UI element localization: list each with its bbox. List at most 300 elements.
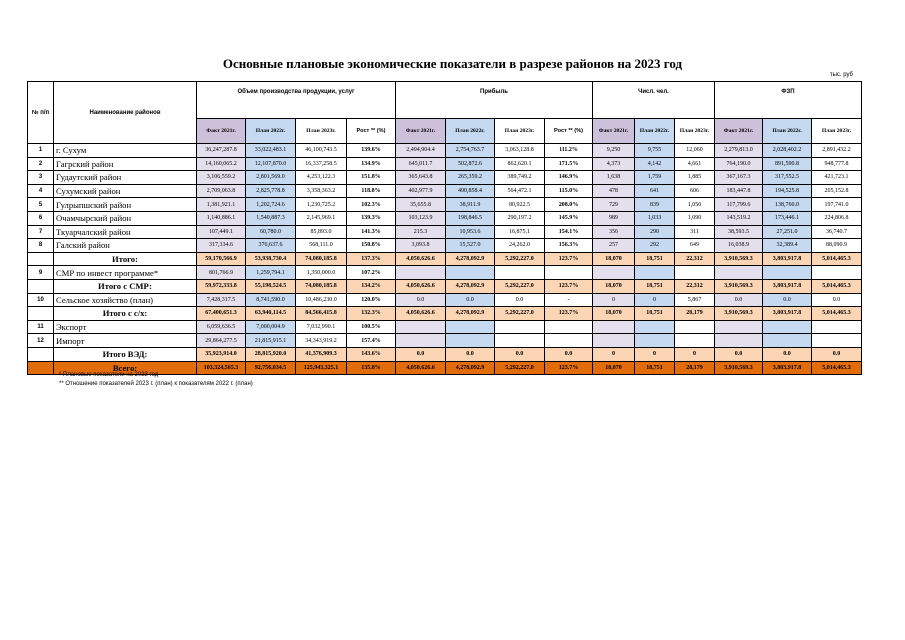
profit-plan-2023: 5,292,227.0 — [495, 279, 545, 293]
footnote-1: * Плановые показатели на 2023 год — [59, 372, 159, 378]
profit-fact: 4,050,626.6 — [396, 307, 446, 321]
table-row — [28, 225, 862, 239]
vol-plan-2022: 1,202,724.6 — [246, 198, 296, 212]
vol-plan-2022: 55,198,524.5 — [246, 279, 296, 293]
profit-growth-empty — [545, 334, 593, 348]
profit-plan-2023: 0.0 — [495, 293, 545, 307]
vol-plan-2023: 16,337,258.5 — [296, 157, 347, 171]
profit-plan-2022-empty — [446, 320, 495, 334]
vol-growth: 151.8% — [347, 171, 396, 185]
vol-plan-2022: 1,540,887.3 — [246, 211, 296, 225]
profit-growth: 115.0% — [545, 184, 593, 198]
staff-plan-2022: 290 — [635, 225, 675, 239]
profit-fact: 365,643.8 — [396, 171, 446, 185]
row-number: 7 — [28, 225, 54, 239]
vol-growth: 141.3% — [347, 225, 396, 239]
staff-fact-2021: Факт 2021г. — [593, 119, 635, 144]
profit-plan-2023: 0.0 — [495, 347, 545, 361]
vol-fact: 35,923,914.0 — [197, 347, 246, 361]
staff-plan-2022: 1,759 — [635, 171, 675, 185]
profit-growth: 208.0% — [545, 198, 593, 212]
vol-plan-2022: 8,741,590.0 — [246, 293, 296, 307]
profit-plan-2023: План 2023г. — [495, 119, 545, 144]
vol-plan-2022: 33,022,483.1 — [246, 144, 296, 158]
fzp-plan-2022: 0.0 — [763, 293, 812, 307]
indicators-table — [27, 81, 862, 375]
staff-fact: 9,250 — [593, 144, 635, 158]
fzp-fact: 2,279,813.0 — [715, 144, 763, 158]
row-number: 3 — [28, 171, 54, 185]
vol-plan-2023: 10,486,230.0 — [296, 293, 347, 307]
vol-fact: 36,247,287.8 — [197, 144, 246, 158]
vol-plan-2022: 12,107,870.0 — [246, 157, 296, 171]
profit-plan-2023: 862,620.1 — [495, 157, 545, 171]
profit-growth: 123.7% — [545, 252, 593, 266]
district-name: Импорт — [54, 334, 197, 348]
vol-plan-2022: 2,825,778.8 — [246, 184, 296, 198]
vol-growth: Рост ** (%) — [347, 119, 396, 144]
fzp-plan-2022: 3,803,917.8 — [763, 279, 812, 293]
profit-plan-2022: 502,872.6 — [446, 157, 495, 171]
district-name: Сельское хозяйство (план) — [54, 293, 197, 307]
fzp-header: ФЗП — [715, 82, 862, 119]
table-row — [28, 198, 862, 212]
profit-fact: 215.3 — [396, 225, 446, 239]
staff-plan-2022: 0 — [635, 347, 675, 361]
profit-plan-2022: 4,278,092.9 — [446, 307, 495, 321]
table-row — [28, 184, 862, 198]
profit-growth: 0.0 — [545, 347, 593, 361]
vol-fact: 2,709,063.8 — [197, 184, 246, 198]
staff-fact: 257 — [593, 239, 635, 253]
volume-header: Объем производства продукции, услуг — [197, 82, 396, 119]
row-number — [28, 279, 54, 293]
fzp-plan-2022: 27,251.0 — [763, 225, 812, 239]
units-label: тыс. руб — [829, 72, 853, 78]
fzp-plan-2022: 3,803,917.8 — [763, 252, 812, 266]
vol-plan-2023: 84,566,415.8 — [296, 307, 347, 321]
vol-growth: 139.6% — [347, 144, 396, 158]
profit-fact: 103,123.9 — [396, 211, 446, 225]
staff-plan-2022: 641 — [635, 184, 675, 198]
vol-plan-2022: 63,940,114.5 — [246, 307, 296, 321]
profit-plan-2023-empty — [495, 334, 545, 348]
staff-plan-2022: 18,751 — [635, 252, 675, 266]
staff-fact: 478 — [593, 184, 635, 198]
profit-fact: 645,011.7 — [396, 157, 446, 171]
staff-plan-2023: 22,312 — [675, 252, 715, 266]
vol-fact: 7,428,317.5 — [197, 293, 246, 307]
profit-growth: 123.7% — [545, 307, 593, 321]
fzp-plan-2022: 891,590.8 — [763, 157, 812, 171]
fzp-fact-2021: Факт 2021г. — [715, 119, 763, 144]
vol-plan-2022: 92,756,034.5 — [246, 361, 296, 375]
subtotal-row — [28, 307, 862, 321]
fzp-plan-2023: 948,777.8 — [812, 157, 862, 171]
vol-plan-2023: 74,080,185.8 — [296, 279, 347, 293]
staff-plan-2022: 839 — [635, 198, 675, 212]
row-number: 4 — [28, 184, 54, 198]
fzp-plan-2022: 317,552.5 — [763, 171, 812, 185]
profit-plan-2023: 24,262.0 — [495, 239, 545, 253]
footnote-2: ** Отношение показателей 2023 г. (план) к показателям 2022 г. (план) — [59, 381, 253, 387]
staff-plan-2023: 5,867 — [675, 293, 715, 307]
staff-fact: 18,070 — [593, 361, 635, 375]
row-number: 2 — [28, 157, 54, 171]
vol-growth: 102.3% — [347, 198, 396, 212]
staff-fact: 0 — [593, 347, 635, 361]
fzp-fact: 3,910,569.3 — [715, 252, 763, 266]
vol-plan-2023: 568,111.0 — [296, 239, 347, 253]
staff-plan-2023: 1,090 — [675, 211, 715, 225]
profit-fact: 402,977.9 — [396, 184, 446, 198]
vol-fact: 29,864,277.5 — [197, 334, 246, 348]
staff-plan-2023-empty — [675, 334, 715, 348]
staff-fact: 989 — [593, 211, 635, 225]
district-name: Гагрский район — [54, 157, 197, 171]
fzp-fact: 0.0 — [715, 293, 763, 307]
profit-fact: 4,050,626.6 — [396, 252, 446, 266]
profit-growth: 145.9% — [545, 211, 593, 225]
fzp-fact: 16,038.9 — [715, 239, 763, 253]
table-row — [28, 157, 862, 171]
fzp-fact: 0.0 — [715, 347, 763, 361]
total-label: Итого: — [54, 252, 197, 266]
col-num-header: № п/п — [28, 82, 54, 144]
profit-fact-empty — [396, 266, 446, 280]
staff-plan-2023: 606 — [675, 184, 715, 198]
staff-fact-empty — [593, 320, 635, 334]
fzp-fact: 3,910,569.3 — [715, 279, 763, 293]
staff-plan-2022-empty — [635, 320, 675, 334]
footnotes — [59, 371, 253, 389]
fzp-fact: 117,799.6 — [715, 198, 763, 212]
fzp-plan-2023: 5,014,465.3 — [812, 279, 862, 293]
row-number — [28, 252, 54, 266]
profit-plan-2023-empty — [495, 266, 545, 280]
vol-plan-2022: 53,938,730.4 — [246, 252, 296, 266]
staff-plan-2023: 649 — [675, 239, 715, 253]
vol-fact: 59,170,566.9 — [197, 252, 246, 266]
staff-plan-2023: 1,050 — [675, 198, 715, 212]
profit-plan-2022: 265,359.2 — [446, 171, 495, 185]
staff-plan-2023-empty — [675, 266, 715, 280]
fzp-plan-2023-empty — [812, 320, 862, 334]
profit-plan-2022: 4,278,092.9 — [446, 279, 495, 293]
vol-plan-2023: 125,943,325.1 — [296, 361, 347, 375]
staff-plan-2022: 292 — [635, 239, 675, 253]
profit-plan-2022: План 2022г. — [446, 119, 495, 144]
profit-plan-2022: 490,858.4 — [446, 184, 495, 198]
vol-plan-2022: 2,801,569.0 — [246, 171, 296, 185]
vol-fact: 1,381,921.1 — [197, 198, 246, 212]
vol-plan-2023: 1,350,000.0 — [296, 266, 347, 280]
fzp-fact: 764,190.0 — [715, 157, 763, 171]
staff-plan-2023: 28,179 — [675, 361, 715, 375]
profit-fact-empty — [396, 320, 446, 334]
profit-plan-2023: 5,292,227.0 — [495, 307, 545, 321]
staff-fact-empty — [593, 266, 635, 280]
vol-plan-2023: 85,893.0 — [296, 225, 347, 239]
fzp-plan-2022-empty — [763, 334, 812, 348]
fzp-plan-2022: 0.0 — [763, 347, 812, 361]
fzp-plan-2023: 197,741.0 — [812, 198, 862, 212]
profit-growth: Рост ** (%) — [545, 119, 593, 144]
fzp-plan-2023: 421,723.1 — [812, 171, 862, 185]
fzp-fact: 143,519.2 — [715, 211, 763, 225]
vol-fact: 1,140,886.1 — [197, 211, 246, 225]
fzp-plan-2023: 224,806.8 — [812, 211, 862, 225]
fzp-plan-2022-empty — [763, 266, 812, 280]
fzp-plan-2022: 3,803,917.8 — [763, 361, 812, 375]
staff-plan-2023: 22,312 — [675, 279, 715, 293]
vol-fact: 107,449.1 — [197, 225, 246, 239]
staff-plan-2023: 1,885 — [675, 171, 715, 185]
profit-growth: 156.3% — [545, 239, 593, 253]
fzp-plan-2022-empty — [763, 320, 812, 334]
fzp-plan-2023-empty — [812, 266, 862, 280]
fzp-plan-2022: 138,760.0 — [763, 198, 812, 212]
vol-plan-2022: 7,000,004.9 — [246, 320, 296, 334]
fzp-plan-2023: 5,014,465.3 — [812, 307, 862, 321]
vol-plan-2022: 376,637.6 — [246, 239, 296, 253]
vol-plan-2023: 34,343,919.2 — [296, 334, 347, 348]
table-row — [28, 211, 862, 225]
vol-plan-2023: План 2023г. — [296, 119, 347, 144]
vol-growth: 120.0% — [347, 293, 396, 307]
row-number: 6 — [28, 211, 54, 225]
header-row-1 — [28, 82, 862, 119]
staff-fact: 0 — [593, 293, 635, 307]
staff-plan-2022: 18,751 — [635, 307, 675, 321]
profit-plan-2022-empty — [446, 266, 495, 280]
vol-fact: 67,400,651.3 — [197, 307, 246, 321]
profit-plan-2022-empty — [446, 334, 495, 348]
fzp-plan-2022: 32,389.4 — [763, 239, 812, 253]
vol-fact: 14,160,065.2 — [197, 157, 246, 171]
row-number — [28, 347, 54, 361]
fzp-plan-2023: 5,014,465.3 — [812, 252, 862, 266]
fzp-plan-2023: 5,014,465.3 — [812, 361, 862, 375]
vol-growth: 150.8% — [347, 239, 396, 253]
profit-fact: 3,093.8 — [396, 239, 446, 253]
profit-fact: 0.0 — [396, 293, 446, 307]
table-row — [28, 239, 862, 253]
profit-growth: 146.9% — [545, 171, 593, 185]
profit-plan-2022: 4,278,092.9 — [446, 361, 495, 375]
staff-plan-2023: 311 — [675, 225, 715, 239]
table-row — [28, 171, 862, 185]
vol-fact-2021: Факт 2021г. — [197, 119, 246, 144]
table-row — [28, 144, 862, 158]
row-number: 1 — [28, 144, 54, 158]
fzp-plan-2023: 0.0 — [812, 347, 862, 361]
district-name: СМР по инвест программе* — [54, 266, 197, 280]
total-label: Итого с с/х: — [54, 307, 197, 321]
vol-growth: 107.2% — [347, 266, 396, 280]
fzp-plan-2023-empty — [812, 334, 862, 348]
fzp-fact-empty — [715, 334, 763, 348]
profit-fact: 2,494,904.4 — [396, 144, 446, 158]
profit-growth: - — [545, 293, 593, 307]
vol-growth: 132.3% — [347, 307, 396, 321]
staff-plan-2022: 18,751 — [635, 279, 675, 293]
profit-plan-2022: 15,527.0 — [446, 239, 495, 253]
staff-plan-2023: 4,661 — [675, 157, 715, 171]
staff-plan-2022-empty — [635, 334, 675, 348]
vol-plan-2023: 4,253,122.3 — [296, 171, 347, 185]
fzp-plan-2022: 2,028,402.2 — [763, 144, 812, 158]
district-name: Галский район — [54, 239, 197, 253]
profit-growth-empty — [545, 320, 593, 334]
staff-plan-2022: 4,142 — [635, 157, 675, 171]
col-name-header: Наименование районов — [54, 82, 197, 144]
staff-plan-2022: 1,033 — [635, 211, 675, 225]
staff-plan-2022: 9,755 — [635, 144, 675, 158]
staff-fact: 18,070 — [593, 252, 635, 266]
profit-growth-empty — [545, 266, 593, 280]
profit-plan-2023: 5,292,227.0 — [495, 252, 545, 266]
vol-fact: 317,334.6 — [197, 239, 246, 253]
staff-fact: 18,070 — [593, 279, 635, 293]
fzp-plan-2023: 36,740.7 — [812, 225, 862, 239]
staff-plan-2022: 18,751 — [635, 361, 675, 375]
district-name: Сухумский район — [54, 184, 197, 198]
table-row — [28, 320, 862, 334]
vol-growth: 100.5% — [347, 320, 396, 334]
vol-fact: 6,059,636.5 — [197, 320, 246, 334]
fzp-fact: 3,910,569.3 — [715, 307, 763, 321]
staff-fact: 18,070 — [593, 307, 635, 321]
profit-growth: 111.2% — [545, 144, 593, 158]
profit-plan-2023-empty — [495, 320, 545, 334]
staff-plan-2022: 0 — [635, 293, 675, 307]
staff-plan-2023: 28,179 — [675, 307, 715, 321]
profit-growth: 123.7% — [545, 361, 593, 375]
district-name: Экспорт — [54, 320, 197, 334]
staff-fact-empty — [593, 334, 635, 348]
vol-fact: 3,106,559.2 — [197, 171, 246, 185]
total-label: Итого ВЭД: — [54, 347, 197, 361]
vol-plan-2022: 28,815,920.0 — [246, 347, 296, 361]
staff-plan-2022-empty — [635, 266, 675, 280]
vol-plan-2022: 1,259,794.1 — [246, 266, 296, 280]
profit-header: Прибыль — [396, 82, 593, 119]
staff-fact: 4,373 — [593, 157, 635, 171]
vol-fact: 59,972,333.8 — [197, 279, 246, 293]
staff-plan-2023: План 2023г. — [675, 119, 715, 144]
subtotal-row — [28, 279, 862, 293]
vol-growth: 118.8% — [347, 184, 396, 198]
fzp-fact: 367,167.3 — [715, 171, 763, 185]
profit-plan-2022: 198,846.5 — [446, 211, 495, 225]
row-number — [28, 307, 54, 321]
subtotal-row — [28, 347, 862, 361]
profit-plan-2023: 564,472.1 — [495, 184, 545, 198]
profit-plan-2023: 389,749.2 — [495, 171, 545, 185]
profit-plan-2023: 3,063,128.8 — [495, 144, 545, 158]
page-title: Основные плановые экономические показатели в разрезе районов на 2023 год — [222, 56, 683, 71]
vol-growth: 134.2% — [347, 279, 396, 293]
vol-growth: 139.3% — [347, 211, 396, 225]
row-number: 12 — [28, 334, 54, 348]
vol-growth: 135.8% — [347, 361, 396, 375]
fzp-fact: 183,447.8 — [715, 184, 763, 198]
row-number: 5 — [28, 198, 54, 212]
profit-plan-2023: 80,922.5 — [495, 198, 545, 212]
fzp-plan-2022: 173,446.1 — [763, 211, 812, 225]
fzp-plan-2023: План 2023г. — [812, 119, 862, 144]
profit-plan-2022: 4,278,092.9 — [446, 252, 495, 266]
fzp-fact-empty — [715, 320, 763, 334]
profit-plan-2022: 38,911.9 — [446, 198, 495, 212]
fzp-fact: 38,593.5 — [715, 225, 763, 239]
staff-plan-2023-empty — [675, 320, 715, 334]
district-name: Ткуарчалский район — [54, 225, 197, 239]
profit-fact: 35,655.8 — [396, 198, 446, 212]
profit-plan-2023: 16,875.1 — [495, 225, 545, 239]
vol-plan-2023: 1,230,725.2 — [296, 198, 347, 212]
staff-fact: 729 — [593, 198, 635, 212]
staff-plan-2022: План 2022г. — [635, 119, 675, 144]
vol-plan-2023: 74,080,185.8 — [296, 252, 347, 266]
fzp-plan-2022: 194,525.8 — [763, 184, 812, 198]
profit-plan-2022: 2,754,763.7 — [446, 144, 495, 158]
profit-plan-2023: 5,292,227.0 — [495, 361, 545, 375]
table-row — [28, 334, 862, 348]
table-row — [28, 266, 862, 280]
vol-plan-2023: 2,145,969.1 — [296, 211, 347, 225]
vol-growth: 157.4% — [347, 334, 396, 348]
district-name: Гулрыпшский район — [54, 198, 197, 212]
total-label: Всего: — [54, 361, 197, 375]
profit-plan-2022: 0.0 — [446, 293, 495, 307]
fzp-plan-2023: 88,090.9 — [812, 239, 862, 253]
fzp-plan-2023: 205,152.8 — [812, 184, 862, 198]
vol-plan-2023: 3,358,363.2 — [296, 184, 347, 198]
row-number: 9 — [28, 266, 54, 280]
profit-fact: 4,050,626.6 — [396, 279, 446, 293]
district-name: г. Сухум — [54, 144, 197, 158]
table-row — [28, 293, 862, 307]
profit-fact: 0.0 — [396, 347, 446, 361]
fzp-plan-2022: 3,803,917.8 — [763, 307, 812, 321]
row-number — [28, 361, 54, 375]
fzp-plan-2023: 2,891,432.2 — [812, 144, 862, 158]
vol-plan-2023: 41,376,909.3 — [296, 347, 347, 361]
fzp-plan-2023: 0.0 — [812, 293, 862, 307]
vol-growth: 134.9% — [347, 157, 396, 171]
profit-plan-2022: 0.0 — [446, 347, 495, 361]
staff-fact: 1,638 — [593, 171, 635, 185]
subtotal-row — [28, 252, 862, 266]
profit-growth: 171.5% — [545, 157, 593, 171]
row-number: 11 — [28, 320, 54, 334]
district-name: Очамчырский район — [54, 211, 197, 225]
profit-growth: 123.7% — [545, 279, 593, 293]
district-name: Гудаутский район — [54, 171, 197, 185]
vol-fact: 103,324,565.3 — [197, 361, 246, 375]
row-number: 10 — [28, 293, 54, 307]
fzp-plan-2022: План 2022г. — [763, 119, 812, 144]
fzp-fact: 3,910,569.3 — [715, 361, 763, 375]
profit-fact-2021: Факт 2021г. — [396, 119, 446, 144]
total-label: Итого с СМР: — [54, 279, 197, 293]
staff-header: Числ. чел. — [593, 82, 715, 119]
vol-plan-2022: План 2022г. — [246, 119, 296, 144]
vol-growth: 137.3% — [347, 252, 396, 266]
vol-plan-2022: 21,815,915.1 — [246, 334, 296, 348]
